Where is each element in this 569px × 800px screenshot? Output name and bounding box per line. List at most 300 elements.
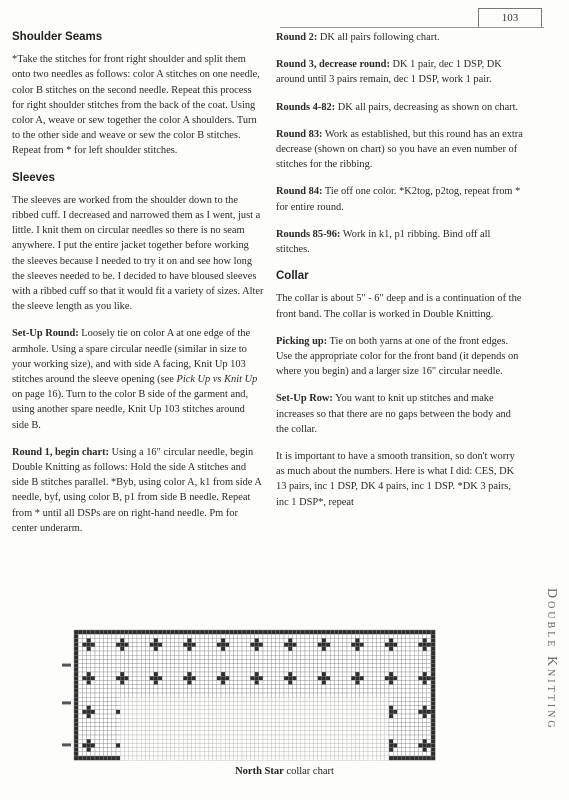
chart-cell (179, 643, 183, 647)
chart-cell (175, 739, 179, 743)
chart-cell (154, 689, 158, 693)
chart-cell (351, 668, 355, 672)
chart-cell (91, 731, 95, 735)
chart-cell (339, 739, 343, 743)
chart-cell (313, 689, 317, 693)
chart-cell (112, 685, 116, 689)
chart-cell (267, 651, 271, 655)
chart-cell (423, 727, 427, 731)
chart-cell (183, 655, 187, 659)
chart-cell (301, 722, 305, 726)
chart-cell (414, 655, 418, 659)
chart-cell (124, 748, 128, 752)
chart-cell (318, 680, 322, 684)
chart-cell (313, 697, 317, 701)
chart-cell (208, 752, 212, 756)
chart-cell (120, 722, 124, 726)
chart-cell (313, 693, 317, 697)
chart-cell (78, 630, 82, 634)
chart-cell (334, 710, 338, 714)
chart-cell (292, 693, 296, 697)
chart-cell (213, 638, 217, 642)
chart-cell (393, 727, 397, 731)
chart-cell (431, 727, 435, 731)
chart-cell (192, 643, 196, 647)
chart-cell (238, 664, 242, 668)
chart-cell (301, 748, 305, 752)
chart-cell (410, 722, 414, 726)
chart-cell (368, 706, 372, 710)
chart-cell (280, 638, 284, 642)
chart-cell (292, 718, 296, 722)
chart-cell (208, 739, 212, 743)
chart-cell (389, 676, 393, 680)
chart-cell (137, 735, 141, 739)
chart-cell (389, 748, 393, 752)
chart-cell (284, 706, 288, 710)
chart-cell (313, 672, 317, 676)
chart-cell (385, 739, 389, 743)
chart-cell (108, 731, 112, 735)
chart-cell (150, 693, 154, 697)
chart-cell (402, 727, 406, 731)
chart-cell (250, 638, 254, 642)
chart-cell (402, 685, 406, 689)
chart-cell (116, 748, 120, 752)
chart-cell (95, 743, 99, 747)
chart-cell (280, 706, 284, 710)
chart-cell (129, 710, 133, 714)
chart-cell (372, 664, 376, 668)
chart-cell (318, 731, 322, 735)
chart-cell (305, 756, 309, 760)
chart-cell (351, 655, 355, 659)
chart-cell (418, 634, 422, 638)
chart-cell (175, 664, 179, 668)
chart-cell (196, 630, 200, 634)
chart-cell (82, 727, 86, 731)
chart-cell (213, 714, 217, 718)
chart-cell (141, 672, 145, 676)
chart-cell (305, 752, 309, 756)
chart-cell (322, 701, 326, 705)
chart-cell (406, 710, 410, 714)
chart-cell (397, 638, 401, 642)
chart-cell (145, 668, 149, 672)
chart-cell (368, 638, 372, 642)
chart-cell (99, 680, 103, 684)
chart-cell (171, 668, 175, 672)
instruction-lead: Round 2: (276, 32, 318, 43)
chart-cell (217, 668, 221, 672)
chart-cell (360, 731, 364, 735)
chart-cell (133, 689, 137, 693)
chart-cell (397, 727, 401, 731)
chart-cell (351, 634, 355, 638)
chart-cell (297, 693, 301, 697)
chart-cell (259, 722, 263, 726)
chart-cell (313, 722, 317, 726)
chart-cell (402, 664, 406, 668)
chart-cell (385, 668, 389, 672)
chart-cell (360, 659, 364, 663)
chart-cell (82, 752, 86, 756)
chart-cell (418, 651, 422, 655)
chart-cell (427, 651, 431, 655)
chart-cell (145, 693, 149, 697)
chart-cell (284, 727, 288, 731)
chart-cell (250, 731, 254, 735)
chart-cell (208, 634, 212, 638)
chart-cell (204, 748, 208, 752)
chart-cell (305, 659, 309, 663)
chart-cell (368, 643, 372, 647)
chart-cell (351, 710, 355, 714)
chart-cell (238, 743, 242, 747)
chart-cell (171, 731, 175, 735)
chart-cell (246, 756, 250, 760)
chart-cell (179, 655, 183, 659)
chart-cell (103, 756, 107, 760)
chart-cell (82, 756, 86, 760)
chart-cell (343, 676, 347, 680)
chart-cell (116, 739, 120, 743)
chart-cell (238, 731, 242, 735)
chart-cell (255, 722, 259, 726)
chart-cell (242, 668, 246, 672)
chart-cell (116, 680, 120, 684)
chart-cell (187, 634, 191, 638)
chart-cell (129, 756, 133, 760)
chart-cell (347, 756, 351, 760)
chart-cell (276, 672, 280, 676)
chart-cell (229, 651, 233, 655)
chart-cell (192, 752, 196, 756)
chart-cell (179, 722, 183, 726)
chart-cell (166, 659, 170, 663)
chart-cell (431, 659, 435, 663)
chart-cell (116, 655, 120, 659)
chart-cell (95, 651, 99, 655)
chart-cell (145, 676, 149, 680)
chart-cell (213, 727, 217, 731)
chart-cell (187, 752, 191, 756)
chart-cell (91, 647, 95, 651)
chart-cell (154, 735, 158, 739)
chart-cell (330, 643, 334, 647)
chart-cell (385, 685, 389, 689)
chart-cell (431, 647, 435, 651)
chart-cell (284, 735, 288, 739)
instruction-paragraph (12, 445, 264, 536)
chart-cell (267, 735, 271, 739)
chart-cell (372, 655, 376, 659)
chart-cell (145, 706, 149, 710)
chart-cell (410, 630, 414, 634)
chart-cell (250, 672, 254, 676)
chart-cell (322, 748, 326, 752)
chart-cell (389, 739, 393, 743)
chart-cell (381, 710, 385, 714)
chart-cell (255, 756, 259, 760)
chart-cell (171, 693, 175, 697)
chart-cell (280, 693, 284, 697)
chart-cell (82, 672, 86, 676)
chart-cell (318, 643, 322, 647)
instruction-text: Tie on both yarns at one of the front edges. Use the appropriate color for the front band (it depends on where you begin) and a larger size 16" circular needle. (276, 335, 519, 378)
chart-cell (280, 655, 284, 659)
chart-cell (129, 752, 133, 756)
chart-cell (82, 638, 86, 642)
chart-cell (150, 634, 154, 638)
chart-cell (318, 727, 322, 731)
chart-cell (213, 756, 217, 760)
chart-cell (229, 739, 233, 743)
chart-cell (288, 668, 292, 672)
chart-cell (204, 739, 208, 743)
chart-cell (145, 664, 149, 668)
instruction-lead: Set-Up Row: (276, 393, 333, 405)
chart-cell (204, 722, 208, 726)
chart-cell (305, 727, 309, 731)
chart-cell (145, 714, 149, 718)
chart-cell (225, 748, 229, 752)
chart-cell (406, 668, 410, 672)
chart-cell (343, 638, 347, 642)
chart-cell (225, 651, 229, 655)
chart-cell (208, 710, 212, 714)
chart-cell (423, 701, 427, 705)
chart-cell (229, 638, 233, 642)
chart-cell (129, 630, 133, 634)
chart-cell (238, 655, 242, 659)
chart-cell (196, 701, 200, 705)
chart-cell (397, 668, 401, 672)
chart-cell (309, 647, 313, 651)
chart-cell (355, 655, 359, 659)
chart-cell (246, 676, 250, 680)
chart-cell (179, 710, 183, 714)
chart-cell (217, 634, 221, 638)
chart-cell (423, 756, 427, 760)
chart-cell (141, 697, 145, 701)
chart-cell (145, 697, 149, 701)
chart-cell (309, 706, 313, 710)
chart-cell (427, 714, 431, 718)
chart-cell (95, 643, 99, 647)
chart-cell (414, 748, 418, 752)
chart-cell (372, 735, 376, 739)
chart-cell (389, 643, 393, 647)
chart-cell (183, 693, 187, 697)
chart-cell (267, 714, 271, 718)
chart-cell (192, 638, 196, 642)
chart-cell (124, 672, 128, 676)
chart-cell (103, 655, 107, 659)
chart-cell (120, 743, 124, 747)
chart-cell (339, 664, 343, 668)
chart-cell (221, 668, 225, 672)
chart-cell (116, 664, 120, 668)
chart-cell (129, 722, 133, 726)
instruction-text: on page 16). Turn to the color B side of the garment and, using another spare needle, Knit Up 103 stitches around side B. (12, 389, 249, 431)
chart-cell (385, 655, 389, 659)
chart-cell (154, 651, 158, 655)
chart-cell (183, 748, 187, 752)
chart-cell (301, 706, 305, 710)
chart-cell (213, 718, 217, 722)
chart-cell (301, 643, 305, 647)
chart-cell (246, 659, 250, 663)
chart-cell (225, 722, 229, 726)
chart-cell (355, 756, 359, 760)
chart-cell (242, 697, 246, 701)
chart-cell (124, 701, 128, 705)
chart-cell (385, 714, 389, 718)
chart-cell (255, 668, 259, 672)
chart-cell (82, 664, 86, 668)
chart-cell (99, 655, 103, 659)
chart-cell (280, 680, 284, 684)
chart-cell (124, 714, 128, 718)
chart-cell (225, 659, 229, 663)
chart-cell (267, 718, 271, 722)
chart-cell (397, 651, 401, 655)
chart-cell (108, 647, 112, 651)
chart-cell (234, 739, 238, 743)
chart-cell (288, 748, 292, 752)
chart-cell (389, 731, 393, 735)
chart-cell (87, 676, 91, 680)
chart-cell (217, 672, 221, 676)
body-paragraph: The collar is about 5" - 6" deep and is a continuation of the front band. The collar is worked in Double Knitting. (276, 293, 522, 320)
chart-cell (292, 739, 296, 743)
chart-cell (95, 752, 99, 756)
chart-cell (389, 722, 393, 726)
chart-cell (234, 710, 238, 714)
chart-cell (87, 731, 91, 735)
chart-cell (225, 664, 229, 668)
chart-cell (175, 643, 179, 647)
chart-cell (427, 676, 431, 680)
chart-cell (313, 735, 317, 739)
chart-cell (217, 655, 221, 659)
chart-cell (200, 647, 204, 651)
chart-cell (259, 756, 263, 760)
chart-cell (192, 706, 196, 710)
chart-cell (145, 659, 149, 663)
chart-cell (418, 735, 422, 739)
chart-cell (87, 735, 91, 739)
chart-cell (301, 680, 305, 684)
chart-cell (124, 655, 128, 659)
chart-cell (263, 756, 267, 760)
chart-cell (330, 659, 334, 663)
chart-cell (309, 718, 313, 722)
chart-cell (330, 655, 334, 659)
chart-cell (99, 718, 103, 722)
chart-cell (372, 710, 376, 714)
chart-cell (343, 701, 347, 705)
chart-cell (175, 710, 179, 714)
cross-reference: Pick Up vs Knit Up (176, 374, 258, 386)
chart-cell (364, 651, 368, 655)
chart-cell (259, 731, 263, 735)
chart-cell (187, 676, 191, 680)
chart-cell (120, 752, 124, 756)
chart-cell (137, 668, 141, 672)
chart-cell (339, 655, 343, 659)
chart-cell (124, 689, 128, 693)
chart-cell (221, 722, 225, 726)
chart-cell (418, 706, 422, 710)
chart-cell (154, 752, 158, 756)
chart-cell (196, 706, 200, 710)
chart-cell (238, 697, 242, 701)
chart-cell (91, 743, 95, 747)
chart-cell (280, 731, 284, 735)
chart-cell (318, 672, 322, 676)
chart-cell (431, 664, 435, 668)
chart-cell (326, 672, 330, 676)
chart-cell (326, 659, 330, 663)
chart-cell (78, 680, 82, 684)
chart-cell (372, 714, 376, 718)
chart-cell (158, 634, 162, 638)
chart-cell (213, 634, 217, 638)
chart-cell (166, 727, 170, 731)
chart-cell (145, 718, 149, 722)
chart-cell (141, 685, 145, 689)
chart-cell (154, 731, 158, 735)
chart-cell (259, 718, 263, 722)
chart-cell (120, 664, 124, 668)
chart-cell (112, 651, 116, 655)
chart-cell (364, 689, 368, 693)
chart-cell (389, 693, 393, 697)
chart-cell (347, 735, 351, 739)
chart-cell (381, 735, 385, 739)
chart-cell (322, 735, 326, 739)
chart-cell (313, 685, 317, 689)
chart-cell (162, 689, 166, 693)
chart-cell (200, 664, 204, 668)
chart-cell (129, 727, 133, 731)
chart-cell (410, 638, 414, 642)
chart-cell (175, 651, 179, 655)
chart-cell (234, 643, 238, 647)
chart-cell (196, 718, 200, 722)
chart-cell (112, 630, 116, 634)
chart-cell (397, 664, 401, 668)
chart-cell (334, 655, 338, 659)
chart-cell (318, 714, 322, 718)
chart-cell (355, 727, 359, 731)
chart-cell (259, 672, 263, 676)
chart-cell (208, 727, 212, 731)
chart-cell (423, 748, 427, 752)
chart-cell (74, 701, 78, 705)
chart-cell (154, 710, 158, 714)
chart-cell (381, 689, 385, 693)
chart-cell (166, 731, 170, 735)
chart-cell (318, 701, 322, 705)
chart-cell (137, 643, 141, 647)
chart-cell (406, 718, 410, 722)
chart-cell (423, 685, 427, 689)
chart-cell (234, 748, 238, 752)
chart-cell (217, 689, 221, 693)
